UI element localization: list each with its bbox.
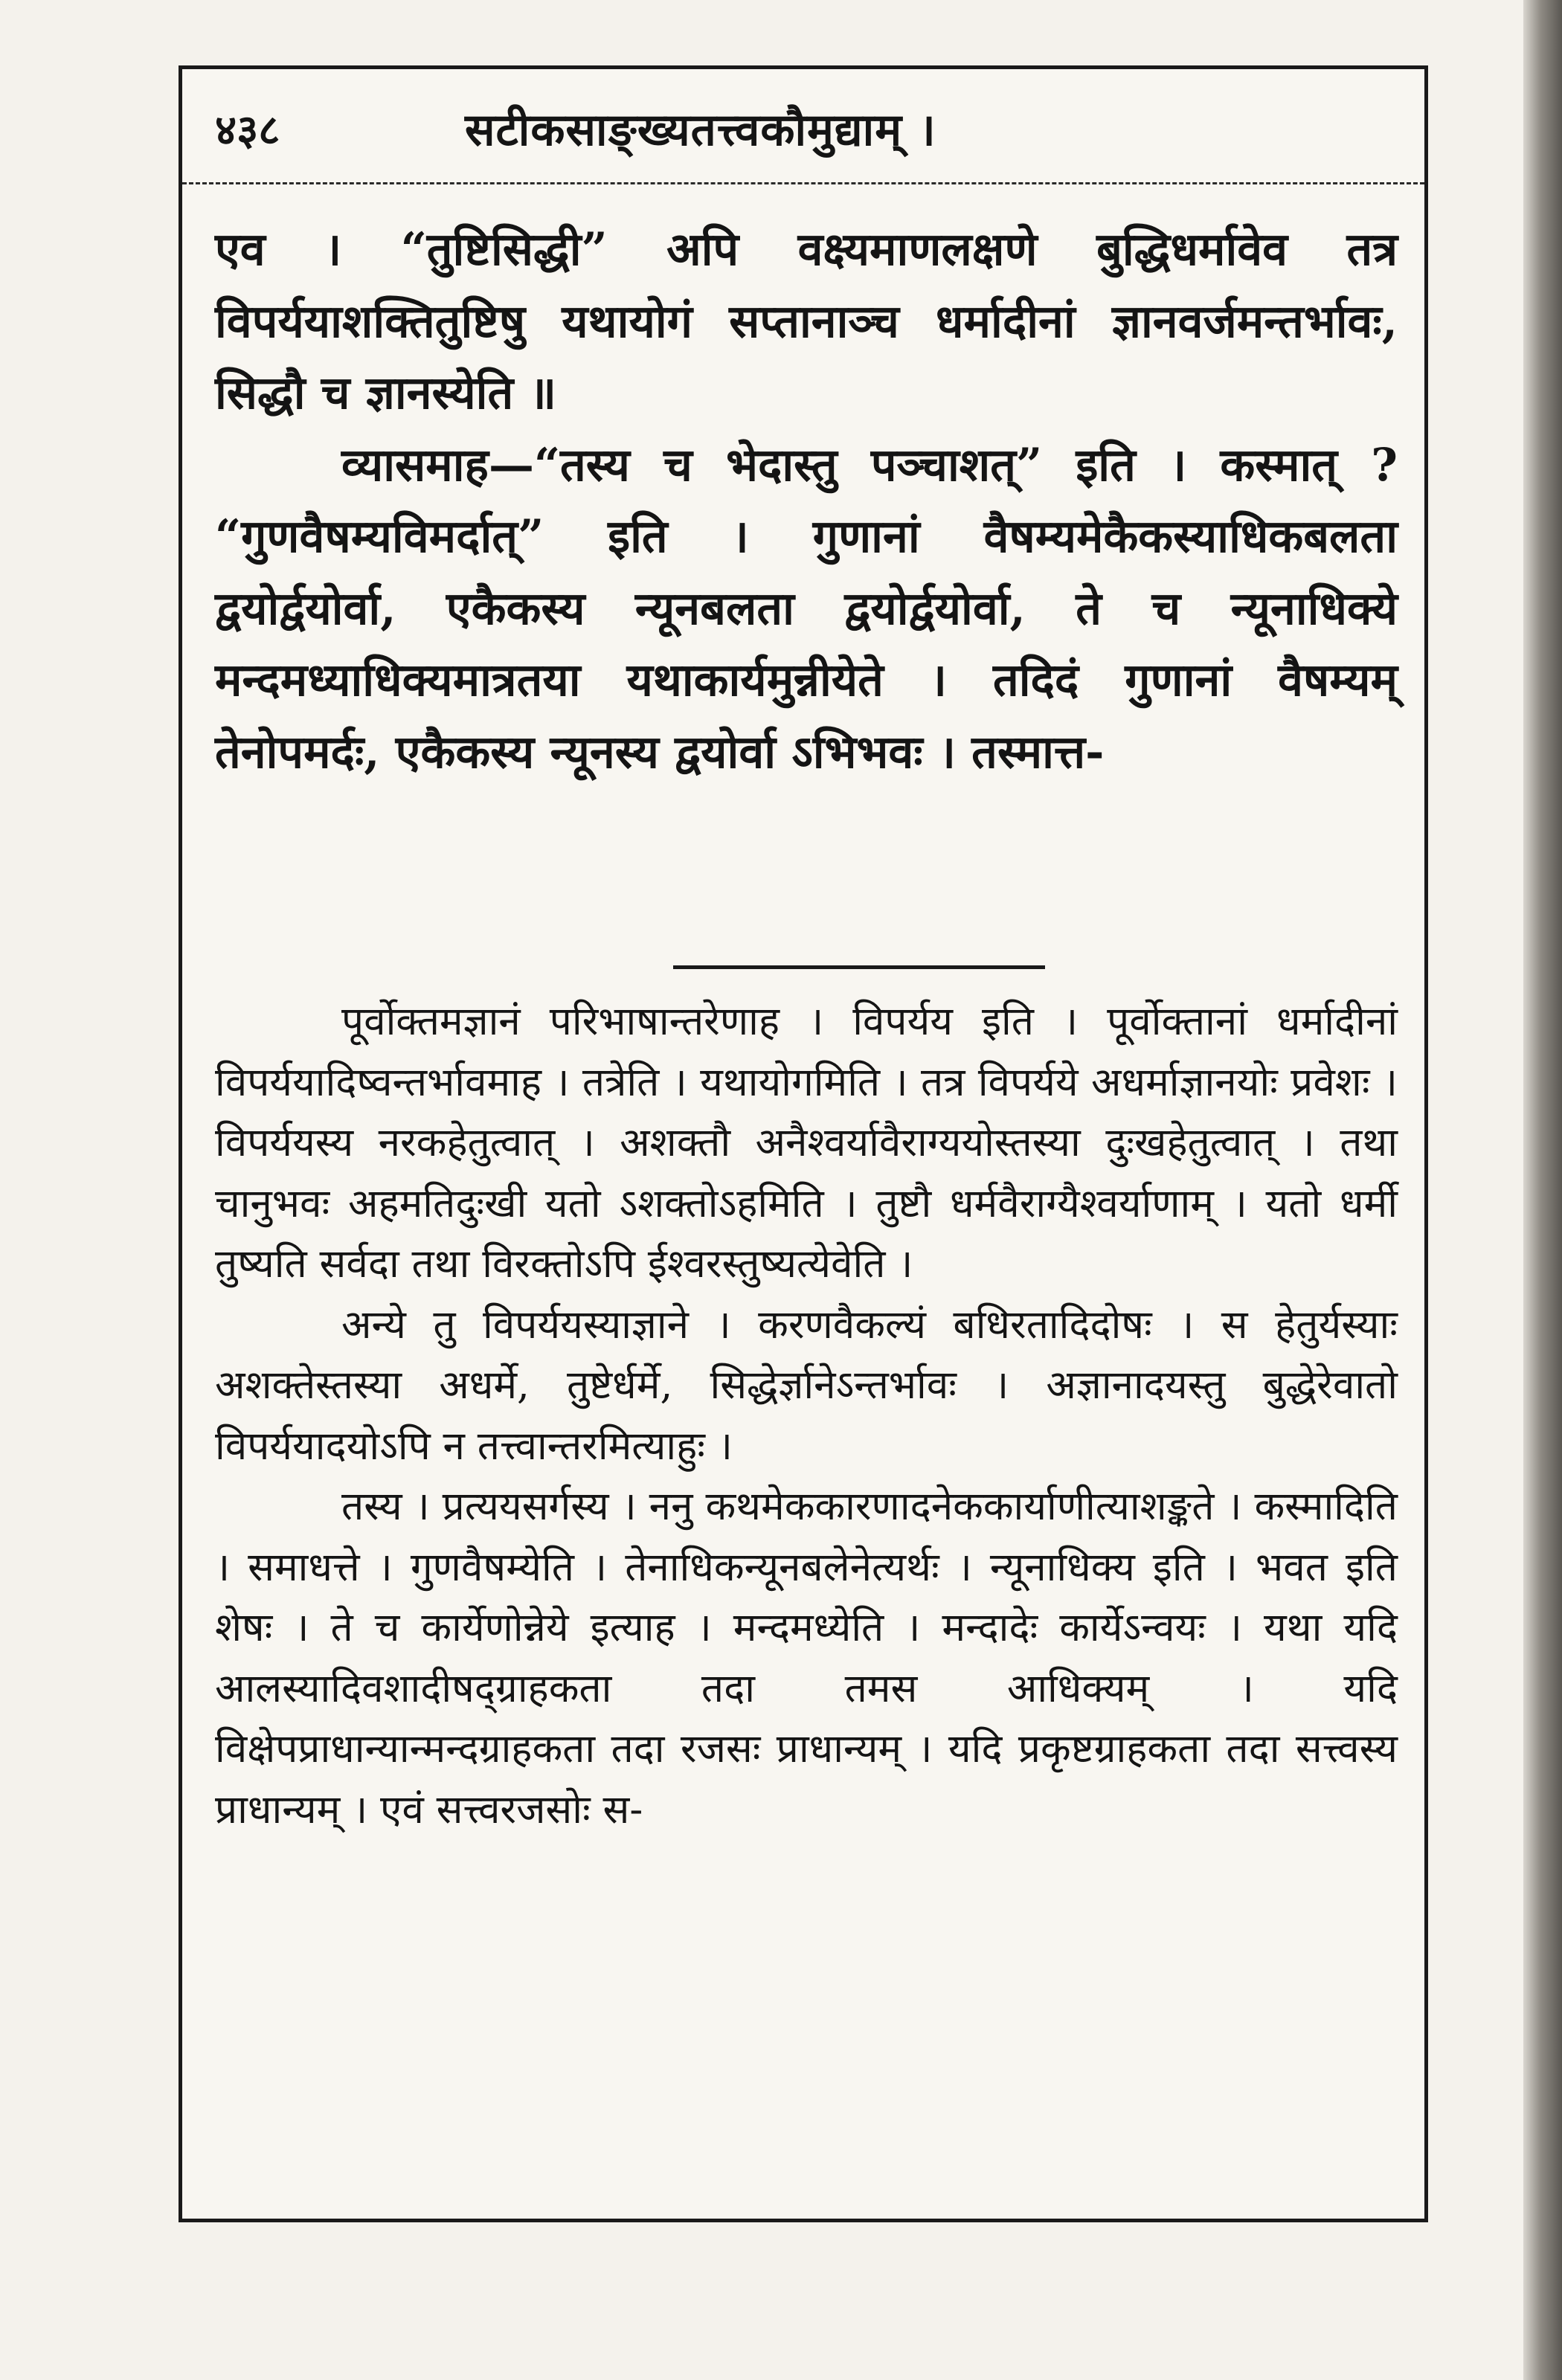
subcommentary-block: [215, 991, 1398, 1840]
commentary-block: [215, 214, 1398, 788]
subcommentary-paragraph: अन्ये तु विपर्ययस्याज्ञाने । करणवैकल्यं बधिरतादिदोषः । स हेतुर्यस्याः अशक्तेस्तस्या अधर्मे, तुष्टेर्धर्मे, सिद्धेर्ज्ञानेऽन्तर्भावः । अज्ञानादयस्तु बुद्धेरेवातो विपर्ययादयोऽपि न तत्त्वान्तरमित्याहुः ।: [215, 1302, 1398, 1469]
commentary-paragraph: एव । “तुष्टिसिद्धी” अपि वक्ष्यमाणलक्षणे बुद्धिधर्मावेव तत्र विपर्ययाशक्तितुष्टिषु यथायोगं सप्तानाञ्च धर्मादीनां ज्ञानवर्जमन्तर्भावः, सिद्धौ च ज्ञानस्येति ॥: [215, 223, 1398, 419]
page-frame: [179, 65, 1428, 2222]
section-separator: [673, 965, 1045, 969]
header-rule: [182, 182, 1424, 184]
subcommentary-paragraph: पूर्वोक्तमज्ञानं परिभाषान्तरेणाह । विपर्यय इति । पूर्वोक्तानां धर्मादीनां विपर्ययादिष्वन्तर्भावमाह । तत्रेति । यथायोगमिति । तत्र विपर्यये अधर्माज्ञानयोः प्रवेशः । विपर्ययस्य नरकहेतुत्वात् । अशक्तौ अनैश्वर्यावैराग्ययोस्तस्या दुःखहेतुत्वात् । तथा चानुभवः अहमतिदुःखी यतो ऽशक्तोऽहमिति । तुष्टौ धर्मवैराग्यैश्वर्याणाम् । यतो धर्मी तुष्यति सर्वदा तथा विरक्तोऽपि ईश्वरस्तुष्यत्येवेति ।: [215, 999, 1398, 1287]
commentary-paragraph: व्यासमाह—“तस्य च भेदास्तु पञ्चाशत्” इति । कस्मात् ? “गुणवैषम्यविमर्दात्” इति । गुणानां वैषम्यमेकैकस्याधिकबलता द्वयोर्द्वयोर्वा, एकैकस्य न्यूनबलता द्वयोर्द्वयोर्वा, ते च न्यूनाधिक्ये मन्दमध्याधिक्यमात्रतया यथाकार्यमुन्नीयेते । तदिदं गुणानां वैषम्यम् तेनोपमर्दः, एकैकस्य न्यूनस्य द्वयोर्वा ऽभिभवः । तस्मात्त-: [215, 438, 1398, 779]
running-title: सटीकसाङ्ख्यतत्त्वकौमुद्याम् ।: [465, 104, 936, 156]
page-header: [182, 69, 1424, 181]
page-number: ४३८: [215, 106, 280, 155]
subcommentary-paragraph: तस्य । प्रत्ययसर्गस्य । ननु कथमेककारणादनेककार्याणीत्याशङ्कते । कस्मादिति । समाधत्ते । गुणवैषम्येति । तेनाधिकन्यूनबलेनेत्यर्थः । न्यूनाधिक्य इति । भवत इति शेषः । ते च कार्येणोन्नेये इत्याह । मन्दमध्येति । मन्दादेः कार्येऽन्वयः । यथा यदि आलस्यादिवशादीषद्ग्राहकता तदा तमस आधिक्यम् । यदि विक्षेपप्राधान्यान्मन्दग्राहकता तदा रजसः प्राधान्यम् । यदि प्रकृष्टग्राहकता तदा सत्त्वस्य प्राधान्यम् । एवं सत्त्वरजसोः स-: [215, 1484, 1398, 1833]
book-spine-edge: [1523, 0, 1562, 2380]
